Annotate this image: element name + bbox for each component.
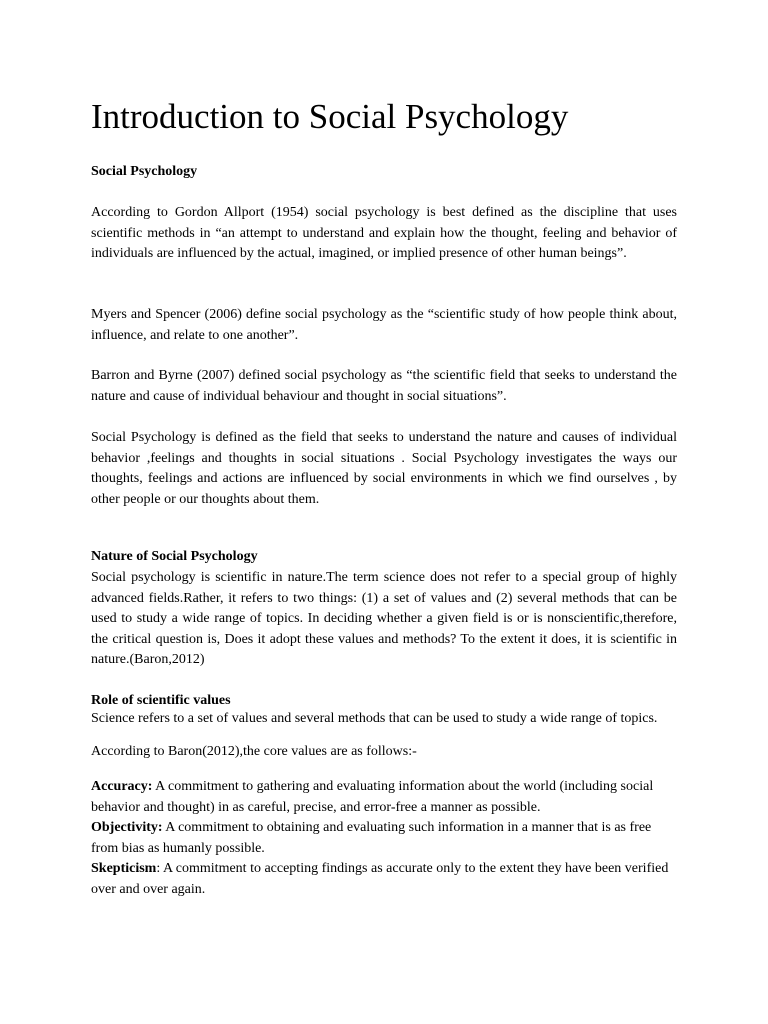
paragraph-nature: Social psychology is scientific in nature.The term science does not refer to a special group of highly advanced fields.Rather, it refers to two things: (1) a set of values and (2) several methods that can be used to study a wide range of topics. In deciding whether a given field is or is nonscientific,therefore, the critical question is, Does it adopt these values and methods? To the extent it does, it is scientific in nature.(Baron,2012) [91,570,677,667]
value-term: Accuracy: [91,779,153,794]
value-description: A commitment to gathering and evaluating information about the world (including social behavior and thought) in as careful, precise, and error-free a manner as possible. [91,779,654,815]
paragraph-science-values: Science refers to a set of values and several methods that can be used to study a wide range of topics. [91,711,658,726]
value-description: : A commitment to accepting findings as accurate only to the extent they have been verified over and over again. [91,861,669,897]
value-term: Skepticism [91,861,157,876]
value-objectivity [91,818,677,859]
page-title: Introduction to Social Psychology [91,97,569,136]
value-accuracy [91,777,677,818]
value-description: A commitment to obtaining and evaluating such information in a manner that is as free from bias as humanly possible. [91,820,652,856]
paragraph-general-definition: Social Psychology is defined as the field that seeks to understand the nature and causes of individual behavior ,feelings and thoughts in social situations . Social Psychology investigates the ways our thoughts, feelings and actions are influenced by social environments in which we find ourselves , by other people or our thoughts about them. [91,430,677,507]
section-heading-nature: Nature of Social Psychology [91,549,258,564]
section-heading-scientific-values: Role of scientific values [91,693,231,708]
paragraph-allport-definition: According to Gordon Allport (1954) social psychology is best defined as the discipline that uses scientific methods in “an attempt to understand and explain how the thought, feeling and behavior of individuals are influenced by the actual, imagined, or implied presence of other human beings”. [91,205,677,261]
paragraph-myers-spencer-definition: Myers and Spencer (2006) define social psychology as the “scientific study of how people think about, influence, and relate to one another”. [91,307,677,343]
paragraph-barron-byrne-definition: Barron and Byrne (2007) defined social psychology as “the scientific field that seeks to understand the nature and cause of individual behaviour and thought in social situations”. [91,368,677,404]
paragraph-core-values-intro: According to Baron(2012),the core values are as follows:- [91,744,417,759]
section-heading-social-psychology: Social Psychology [91,164,198,179]
value-skepticism [91,859,677,900]
value-term: Objectivity: [91,820,163,835]
